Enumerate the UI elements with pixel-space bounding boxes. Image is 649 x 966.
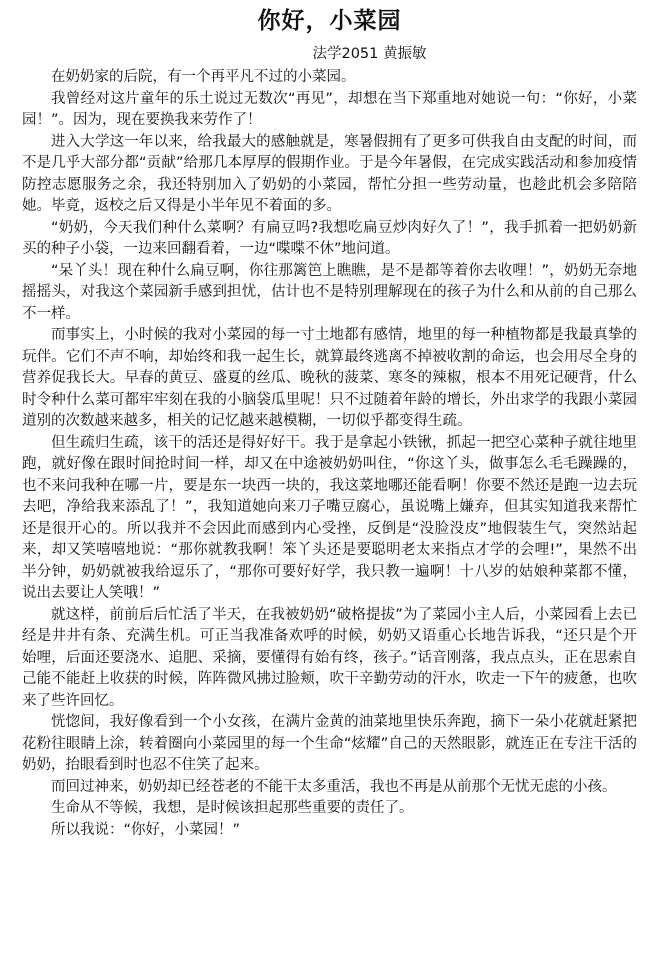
paragraph: 进入大学这一年以来，给我最大的感触就是，寒暑假拥有了更多可供我自由支配的时间，而不是几乎大部分都“贡献”给那几本厚厚的假期作业。于是今年暑假，在完成实践活动和参加疫情防控志愿服务之余，我还特别加入了奶奶的小菜园，帮忙分担一些劳动量，也趁此机会多陪陪她。毕竟，返校之后又得是小半年见不着面的多。 <box>22 133 637 214</box>
paragraph: 在奶奶家的后院，有一个再平凡不过的小菜园。 <box>51 69 356 85</box>
paragraph: 但生疏归生疏，该干的活还是得好好干。我于是拿起小铁锹，抓起一把空心菜种子就往地里跑，就好像在跟时间抢时间一样，却又在中途被奶奶叫住，“你这丫头，做事怎么毛毛躁躁的，也不来问我种在哪一片，要是东一块西一块的，我这菜地哪还能看啊！你要不然还是跑一边去玩去吧，净给我来添乱了！”，我知道她向来刀子嘴豆腐心，虽说嘴上嫌弃，但其实知道我来帮忙还是很开心的。所以我并不会因此而感到内心受挫，反倒是“没脸没皮”地假装生气，突然站起来，却又笑嘻嘻地说：“那你就教我啊！笨丫头还是要聪明老太来指点才学的会哩!”，果然不出半分钟，奶奶就被我给逗乐了，“那你可要好好学，我只教一遍啊！十八岁的姑娘种菜都不懂，说出去要让人笑哦！” <box>22 434 637 601</box>
paragraph: 恍惚间，我好像看到一个小女孩，在满片金黄的油菜地里快乐奔跑，摘下一朵小花就赶紧把花粉往眼睛上涂，转着圈向小菜园里的每一个生命“炫耀”自己的天然眼影，就连正在专注干活的奶奶，抬眼看到时也忍不住笑了起来。 <box>22 714 637 773</box>
paragraph: “奶奶，今天我们种什么菜啊？有扁豆吗?我想吃扁豆炒肉好久了！”，我手抓着一把奶奶新买的种子小袋，一边来回翻看着，一边“喋喋不休”地问道。 <box>22 219 637 257</box>
paragraph: 生命从不等候，我想，是时候该担起那些重要的责任了。 <box>51 800 414 816</box>
document-author: 法学2051 黄振敏 <box>312 46 427 62</box>
document-body <box>22 67 637 841</box>
paragraph: “呆丫头！现在种什么扁豆啊，你往那篱笆上瞧瞧，是不是都等着你去收哩！”，奶奶无奈地摇摇头，对我这个菜园新手感到担忧，估计也不是特别理解现在的孩子为什么和从前的自己那么不一样。 <box>22 262 637 322</box>
paragraph: 所以我说：“你好，小菜园！” <box>51 821 241 838</box>
document-title: 你好，小菜园 <box>257 8 402 34</box>
paragraph: 而事实上，小时候的我对小菜园的每一寸土地都有感情，地里的每一种植物都是我最真挚的玩伴。它们不声不响，却始终和我一起生长，就算最终逃离不掉被收割的命运，也会用尽全身的营养促我长大。早春的黄豆、盛夏的丝瓜、晚秋的菠菜、寒冬的辣椒，根本不用死记硬背，什么时令种什么菜可都牢牢刻在我的小脑袋瓜里呢！只不过随着年龄的增长，外出求学的我跟小菜园道别的次数越来越多，相关的记忆越来越模糊，一切似乎都变得生疏。 <box>22 327 637 429</box>
paragraph: 我曾经对这片童年的乐土说过无数次“再见”，却想在当下郑重地对她说一句：“你好，小菜园！”。因为，现在要换我来劳作了！ <box>22 90 637 128</box>
paragraph: 而回过神来，奶奶却已经苍老的不能干太多重活，我也不再是从前那个无忧无虑的小孩。 <box>51 778 617 795</box>
paragraph: 就这样，前前后后忙活了半天，在我被奶奶“破格提拔”为了菜园小主人后，小菜园看上去已经是井井有条、充满生机。可正当我准备欢呼的时候，奶奶又语重心长地告诉我，“还只是个开始哩，后面还要浇水、追肥、采摘，要懂得有始有终，孩子。”话音刚落，我点点头，正在思索自己能不能赶上收获的时候，阵阵微风拂过脸颊，吹干辛勤劳动的汗水，吹走一下午的疲惫，也吹来了些许回忆。 <box>22 606 637 709</box>
